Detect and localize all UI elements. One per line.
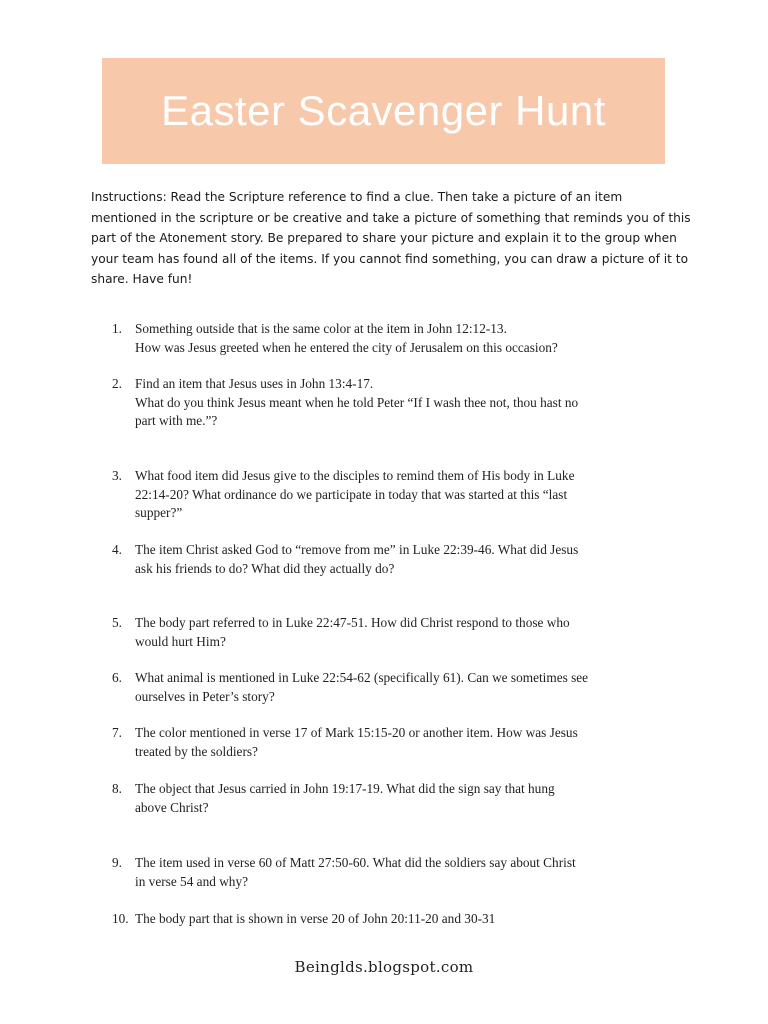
- instructions-paragraph: Instructions: Read the Scripture reference to find a clue. Then take a picture of an item mentioned in the scripture or be creative and take a picture of something that reminds you of this part of the Atonement story. Be prepared to share your picture and explain it to the group when your team has found all of the items. If you cannot find something, you can draw a picture of it to share. Have fun!: [91, 190, 691, 287]
- item-number: 7.: [112, 725, 122, 740]
- list-item: [112, 375, 682, 431]
- item-line: The item Christ asked God to “remove from me” in Luke 22:39-46. What did Jesus: [135, 542, 579, 557]
- list-item: [112, 910, 682, 929]
- item-number: 6.: [112, 670, 122, 685]
- item-line: What do you think Jesus meant when he told Peter “If I wash thee not, thou hast no: [135, 394, 579, 410]
- list-item: [112, 614, 682, 651]
- item-line: part with me.”?: [135, 413, 218, 429]
- item-line: The color mentioned in verse 17 of Mark 15:15-20 or another item. How was Jesus: [135, 725, 578, 740]
- item-number: 9.: [112, 855, 122, 870]
- list-item: [112, 320, 682, 357]
- item-line: The body part referred to in Luke 22:47-51. How did Christ respond to those who: [135, 615, 570, 630]
- item-line: ask his friends to do? What did they actually do?: [135, 560, 395, 576]
- item-line: in verse 54 and why?: [135, 873, 248, 889]
- list-item: [112, 780, 682, 817]
- footer-blog-url: Beinglds.blogspot.com: [294, 958, 474, 976]
- list-item: [112, 541, 682, 578]
- item-line: The object that Jesus carried in John 19:17-19. What did the sign say that hung: [135, 781, 555, 796]
- list-item: [112, 669, 682, 706]
- list-item: [112, 724, 682, 761]
- item-line: What food item did Jesus give to the disciples to remind them of His body in Luke: [135, 468, 575, 483]
- item-line: ourselves in Peter’s story?: [135, 688, 275, 704]
- item-number: 1.: [112, 321, 122, 336]
- item-line: treated by the soldiers?: [135, 743, 258, 759]
- item-number: 2.: [112, 376, 122, 391]
- item-number: 5.: [112, 615, 122, 630]
- item-number: 4.: [112, 542, 122, 557]
- item-line: supper?”: [135, 505, 183, 521]
- list-item: [112, 467, 682, 523]
- item-line: How was Jesus greeted when he entered the city of Jerusalem on this occasion?: [135, 339, 558, 355]
- item-line: 22:14-20? What ordinance do we participate in today that was started at this “last: [135, 486, 568, 502]
- item-number: 8.: [112, 781, 122, 796]
- title-banner: [102, 58, 665, 164]
- list-item: [112, 854, 682, 891]
- item-line: Something outside that is the same color at the item in John 12:12-13.: [135, 321, 507, 336]
- item-line: above Christ?: [135, 799, 209, 815]
- item-line: Find an item that Jesus uses in John 13:4-17.: [135, 376, 374, 391]
- item-line: What animal is mentioned in Luke 22:54-62 (specifically 61). Can we sometimes see: [135, 670, 589, 685]
- item-number: 3.: [112, 468, 122, 483]
- item-number: 10.: [112, 911, 129, 926]
- item-line: would hurt Him?: [135, 633, 226, 649]
- item-line: The item used in verse 60 of Matt 27:50-60. What did the soldiers say about Christ: [135, 855, 576, 870]
- page-title: Easter Scavenger Hunt: [161, 87, 606, 134]
- item-line: The body part that is shown in verse 20 of John 20:11-20 and 30-31: [135, 911, 496, 926]
